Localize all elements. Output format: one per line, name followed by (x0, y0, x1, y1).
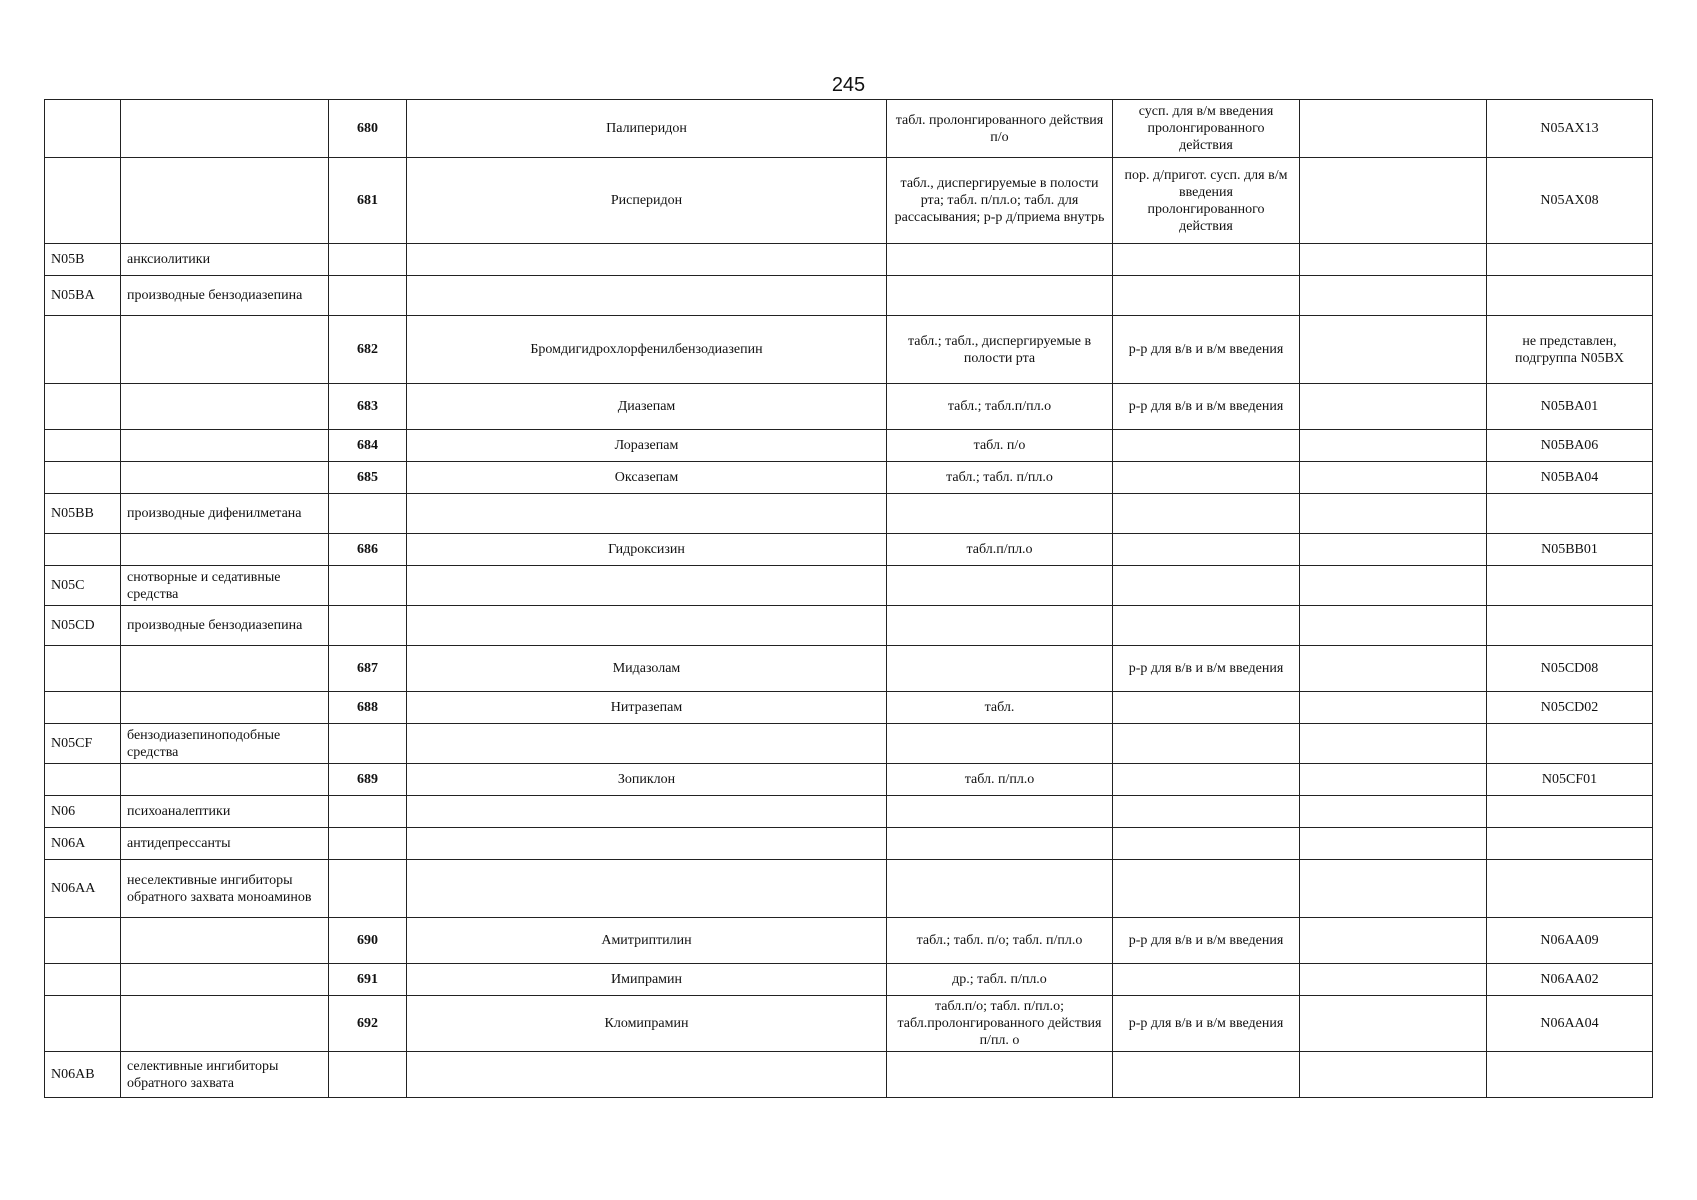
atc-code-cell: N05BB01 (1487, 534, 1653, 566)
empty-cell (1300, 996, 1487, 1052)
code-cell: N05CD (45, 606, 121, 646)
atc-code-cell: N06AA09 (1487, 918, 1653, 964)
code-cell: N06AA (45, 860, 121, 918)
code-cell (45, 316, 121, 384)
atc-code-cell: N06AA02 (1487, 964, 1653, 996)
row-number-cell (329, 276, 407, 316)
atc-code-cell: N06AA04 (1487, 996, 1653, 1052)
group-name-cell (121, 534, 329, 566)
group-name-cell: селективные ингибиторы обратного захвата (121, 1052, 329, 1098)
drug-name-cell: Палиперидон (407, 100, 887, 158)
dosage-form-cell: табл.; табл.п/пл.о (887, 384, 1113, 430)
row-number-cell (329, 796, 407, 828)
dosage-form-cell: табл., диспергируемые в полости рта; табл. п/пл.о; табл. для рассасывания; р-р д/приема внутрь (887, 158, 1113, 244)
table-row (45, 964, 1653, 996)
empty-cell (1300, 384, 1487, 430)
injection-form-cell: р-р для в/в и в/м введения (1113, 316, 1300, 384)
atc-code-cell: N05BA04 (1487, 462, 1653, 494)
code-cell (45, 764, 121, 796)
dosage-form-cell: табл. п/о (887, 430, 1113, 462)
empty-cell (1300, 534, 1487, 566)
injection-form-cell (1113, 534, 1300, 566)
row-number-cell: 689 (329, 764, 407, 796)
row-number-cell: 692 (329, 996, 407, 1052)
table-row (45, 796, 1653, 828)
drug-name-cell (407, 860, 887, 918)
drug-name-cell: Лоразепам (407, 430, 887, 462)
group-name-cell (121, 646, 329, 692)
table-row (45, 1052, 1653, 1098)
injection-form-cell (1113, 606, 1300, 646)
code-cell: N06 (45, 796, 121, 828)
dosage-form-cell: др.; табл. п/пл.о (887, 964, 1113, 996)
code-cell (45, 646, 121, 692)
drug-name-cell: Зопиклон (407, 764, 887, 796)
empty-cell (1300, 430, 1487, 462)
code-cell: N05C (45, 566, 121, 606)
dosage-form-cell (887, 828, 1113, 860)
empty-cell (1300, 724, 1487, 764)
injection-form-cell (1113, 462, 1300, 494)
dosage-form-cell: табл. п/пл.о (887, 764, 1113, 796)
group-name-cell: антидепрессанты (121, 828, 329, 860)
dosage-form-cell (887, 724, 1113, 764)
row-number-cell: 691 (329, 964, 407, 996)
injection-form-cell (1113, 494, 1300, 534)
drug-name-cell: Кломипрамин (407, 996, 887, 1052)
empty-cell (1300, 494, 1487, 534)
dosage-form-cell: табл.; табл. п/о; табл. п/пл.о (887, 918, 1113, 964)
injection-form-cell: р-р для в/в и в/м введения (1113, 384, 1300, 430)
drug-name-cell: Имипрамин (407, 964, 887, 996)
atc-code-cell (1487, 796, 1653, 828)
group-name-cell (121, 430, 329, 462)
table-row (45, 724, 1653, 764)
code-cell (45, 384, 121, 430)
code-cell (45, 996, 121, 1052)
table-row (45, 244, 1653, 276)
injection-form-cell (1113, 566, 1300, 606)
dosage-form-cell (887, 860, 1113, 918)
row-number-cell (329, 724, 407, 764)
group-name-cell: бензодиазепиноподобные средства (121, 724, 329, 764)
table-row (45, 918, 1653, 964)
table-row (45, 828, 1653, 860)
dosage-form-cell: табл.п/пл.о (887, 534, 1113, 566)
injection-form-cell (1113, 276, 1300, 316)
row-number-cell (329, 566, 407, 606)
drug-name-cell (407, 494, 887, 534)
group-name-cell (121, 384, 329, 430)
atc-code-cell (1487, 566, 1653, 606)
drug-name-cell (407, 828, 887, 860)
row-number-cell: 685 (329, 462, 407, 494)
code-cell (45, 100, 121, 158)
drug-name-cell (407, 796, 887, 828)
group-name-cell (121, 462, 329, 494)
group-name-cell (121, 100, 329, 158)
page-number: 245 (831, 74, 866, 96)
empty-cell (1300, 764, 1487, 796)
injection-form-cell (1113, 764, 1300, 796)
injection-form-cell (1113, 796, 1300, 828)
injection-form-cell: р-р для в/в и в/м введения (1113, 918, 1300, 964)
atc-code-cell: не представлен, подгруппа N05BX (1487, 316, 1653, 384)
row-number-cell: 680 (329, 100, 407, 158)
group-name-cell: производные бензодиазепина (121, 606, 329, 646)
atc-code-cell: N05CF01 (1487, 764, 1653, 796)
code-cell: N06AB (45, 1052, 121, 1098)
row-number-cell: 682 (329, 316, 407, 384)
group-name-cell (121, 996, 329, 1052)
row-number-cell (329, 828, 407, 860)
dosage-form-cell (887, 796, 1113, 828)
group-name-cell: неселективные ингибиторы обратного захвата моноаминов (121, 860, 329, 918)
table-row (45, 764, 1653, 796)
code-cell (45, 964, 121, 996)
drug-name-cell: Бромдигидрохлорфенилбензодиазепин (407, 316, 887, 384)
table-row (45, 430, 1653, 462)
injection-form-cell (1113, 860, 1300, 918)
atc-code-cell: N05BA01 (1487, 384, 1653, 430)
table-row (45, 646, 1653, 692)
empty-cell (1300, 566, 1487, 606)
table-row (45, 316, 1653, 384)
code-cell: N05BA (45, 276, 121, 316)
atc-code-cell (1487, 1052, 1653, 1098)
atc-code-cell (1487, 828, 1653, 860)
atc-code-cell (1487, 276, 1653, 316)
group-name-cell: анксиолитики (121, 244, 329, 276)
group-name-cell: снотворные и седативные средства (121, 566, 329, 606)
empty-cell (1300, 158, 1487, 244)
group-name-cell (121, 964, 329, 996)
atc-code-cell (1487, 606, 1653, 646)
row-number-cell: 687 (329, 646, 407, 692)
dosage-form-cell (887, 244, 1113, 276)
dosage-form-cell: табл.; табл. п/пл.о (887, 462, 1113, 494)
injection-form-cell: сусп. для в/м введения пролонгированного действия (1113, 100, 1300, 158)
empty-cell (1300, 100, 1487, 158)
drug-name-cell: Рисперидон (407, 158, 887, 244)
atc-code-cell: N05BA06 (1487, 430, 1653, 462)
table-row (45, 494, 1653, 534)
group-name-cell: производные дифенилметана (121, 494, 329, 534)
row-number-cell (329, 606, 407, 646)
table-row (45, 534, 1653, 566)
group-name-cell: производные бензодиазепина (121, 276, 329, 316)
injection-form-cell (1113, 1052, 1300, 1098)
row-number-cell: 683 (329, 384, 407, 430)
code-cell (45, 158, 121, 244)
dosage-form-cell (887, 606, 1113, 646)
table-row (45, 860, 1653, 918)
row-number-cell: 684 (329, 430, 407, 462)
drug-name-cell (407, 724, 887, 764)
drug-table (44, 99, 1653, 1098)
code-cell (45, 430, 121, 462)
injection-form-cell (1113, 828, 1300, 860)
drug-name-cell: Оксазепам (407, 462, 887, 494)
drug-name-cell (407, 566, 887, 606)
atc-code-cell: N05AX08 (1487, 158, 1653, 244)
empty-cell (1300, 606, 1487, 646)
empty-cell (1300, 462, 1487, 494)
empty-cell (1300, 828, 1487, 860)
dosage-form-cell (887, 646, 1113, 692)
dosage-form-cell (887, 1052, 1113, 1098)
atc-code-cell: N05CD02 (1487, 692, 1653, 724)
code-cell (45, 918, 121, 964)
dosage-form-cell: табл.п/о; табл. п/пл.о; табл.пролонгированного действия п/пл. о (887, 996, 1113, 1052)
code-cell: N05CF (45, 724, 121, 764)
row-number-cell: 681 (329, 158, 407, 244)
drug-name-cell (407, 606, 887, 646)
atc-code-cell (1487, 494, 1653, 534)
drug-name-cell (407, 244, 887, 276)
empty-cell (1300, 244, 1487, 276)
table-row (45, 100, 1653, 158)
empty-cell (1300, 964, 1487, 996)
group-name-cell (121, 316, 329, 384)
code-cell: N05BB (45, 494, 121, 534)
row-number-cell (329, 494, 407, 534)
table-row (45, 566, 1653, 606)
row-number-cell (329, 244, 407, 276)
table-row (45, 606, 1653, 646)
table-row (45, 996, 1653, 1052)
dosage-form-cell: табл.; табл., диспергируемые в полости рта (887, 316, 1113, 384)
drug-name-cell: Диазепам (407, 384, 887, 430)
atc-code-cell: N05AX13 (1487, 100, 1653, 158)
code-cell (45, 462, 121, 494)
drug-name-cell: Амитриптилин (407, 918, 887, 964)
dosage-form-cell (887, 276, 1113, 316)
empty-cell (1300, 276, 1487, 316)
code-cell: N06A (45, 828, 121, 860)
drug-name-cell (407, 276, 887, 316)
drug-table-body (45, 100, 1653, 1098)
group-name-cell (121, 918, 329, 964)
row-number-cell: 688 (329, 692, 407, 724)
row-number-cell: 686 (329, 534, 407, 566)
empty-cell (1300, 692, 1487, 724)
dosage-form-cell (887, 566, 1113, 606)
group-name-cell (121, 158, 329, 244)
injection-form-cell: р-р для в/в и в/м введения (1113, 646, 1300, 692)
code-cell (45, 692, 121, 724)
drug-name-cell: Гидроксизин (407, 534, 887, 566)
injection-form-cell (1113, 244, 1300, 276)
table-row (45, 384, 1653, 430)
row-number-cell (329, 860, 407, 918)
empty-cell (1300, 316, 1487, 384)
table-row (45, 692, 1653, 724)
atc-code-cell (1487, 724, 1653, 764)
row-number-cell (329, 1052, 407, 1098)
atc-code-cell: N05CD08 (1487, 646, 1653, 692)
injection-form-cell (1113, 430, 1300, 462)
dosage-form-cell (887, 494, 1113, 534)
empty-cell (1300, 1052, 1487, 1098)
drug-name-cell: Мидазолам (407, 646, 887, 692)
atc-code-cell (1487, 860, 1653, 918)
injection-form-cell (1113, 964, 1300, 996)
atc-code-cell (1487, 244, 1653, 276)
dosage-form-cell: табл. (887, 692, 1113, 724)
row-number-cell: 690 (329, 918, 407, 964)
injection-form-cell: р-р для в/в и в/м введения (1113, 996, 1300, 1052)
group-name-cell (121, 764, 329, 796)
empty-cell (1300, 860, 1487, 918)
drug-name-cell: Нитразепам (407, 692, 887, 724)
empty-cell (1300, 918, 1487, 964)
injection-form-cell: пор. д/пригот. сусп. для в/м введения пролонгированного действия (1113, 158, 1300, 244)
table-row (45, 462, 1653, 494)
table-row (45, 276, 1653, 316)
group-name-cell (121, 692, 329, 724)
table-row (45, 158, 1653, 244)
group-name-cell: психоаналептики (121, 796, 329, 828)
empty-cell (1300, 796, 1487, 828)
injection-form-cell (1113, 724, 1300, 764)
code-cell (45, 534, 121, 566)
drug-name-cell (407, 1052, 887, 1098)
code-cell: N05B (45, 244, 121, 276)
injection-form-cell (1113, 692, 1300, 724)
dosage-form-cell: табл. пролонгированного действия п/о (887, 100, 1113, 158)
empty-cell (1300, 646, 1487, 692)
